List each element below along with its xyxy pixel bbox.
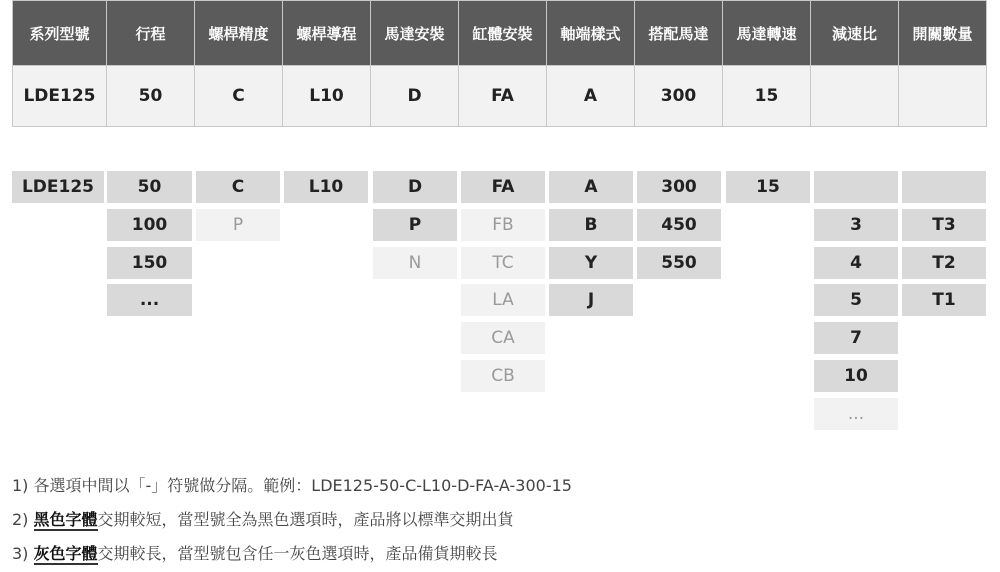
value-switch-quantity [899,66,987,127]
option-cell: L10 [284,171,368,203]
value-screw-lead: L10 [283,66,371,127]
option-cell: CA [461,322,545,354]
value-screw-precision: C [195,66,283,127]
option-cell: B [549,209,633,241]
value-cylinder-mount: FA [459,66,547,127]
spec-value-row [13,66,987,127]
option-cell: ... [107,284,192,316]
value-motor-mount: D [371,66,459,127]
option-cell: 100 [107,209,192,241]
note-2-text: 交期較短，當型號全為黑色選項時，產品將以標準交期出貨 [97,510,514,529]
option-cell: CB [461,360,545,392]
header-stroke: 行程 [107,1,195,66]
option-cell: P [373,209,457,241]
option-cell: N [373,247,457,279]
option-cell: TC [461,247,545,279]
option-cell: 7 [814,322,898,354]
option-cell: 550 [637,247,721,279]
header-matching-motor: 搭配馬達 [635,1,723,66]
note-gray-font-label: 灰色字體 [33,544,98,563]
option-cell: P [196,209,280,241]
spec-header-row [13,1,987,66]
header-shaft-end-style: 軸端樣式 [547,1,635,66]
option-cell: LDE125 [12,171,104,203]
option-cell: 50 [107,171,192,203]
note-gray-options [12,538,572,572]
header-switch-quantity: 開關數量 [899,1,987,66]
option-cell: 450 [637,209,721,241]
option-cell: A [549,171,633,203]
option-cell [902,171,986,203]
option-cell: T3 [902,209,986,241]
option-cell: Y [549,247,633,279]
spec-table [12,0,987,127]
option-cell: 15 [726,171,810,203]
option-cell: C [196,171,280,203]
header-reduction-ratio: 減速比 [811,1,899,66]
note-black-font-label: 黑色字體 [33,510,98,529]
note-3-number: 3) [12,544,34,563]
header-screw-lead: 螺桿導程 [283,1,371,66]
header-motor-mount: 馬達安裝 [371,1,459,66]
value-series-model: LDE125 [13,66,107,127]
option-cell: LA [461,284,545,316]
option-cell: T2 [902,247,986,279]
option-cell: 10 [814,360,898,392]
header-series-model: 系列型號 [13,1,107,66]
notes [12,470,572,572]
option-cell: D [373,171,457,203]
option-cell: J [549,284,633,316]
value-shaft-end-style: A [547,66,635,127]
note-3-text: 交期較長，當型號包含任一灰色選項時，產品備貨期較長 [97,544,498,563]
note-separator: 1) 各選項中間以「-」符號做分隔。範例：LDE125-50-C-L10-D-FA-A-300-15 [12,476,572,495]
value-matching-motor: 300 [635,66,723,127]
option-cell: FA [461,171,545,203]
option-cell: 3 [814,209,898,241]
note-black-options [12,504,572,538]
option-cell: FB [461,209,545,241]
option-cell: 150 [107,247,192,279]
header-motor-speed: 馬達轉速 [723,1,811,66]
value-motor-speed: 15 [723,66,811,127]
note-2-number: 2) [12,510,34,529]
header-screw-precision: 螺桿精度 [195,1,283,66]
option-cell [814,171,898,203]
header-cylinder-mount: 缸體安裝 [459,1,547,66]
value-reduction-ratio [811,66,899,127]
option-cell: 300 [637,171,721,203]
option-cell: T1 [902,284,986,316]
value-stroke: 50 [107,66,195,127]
option-cell: ... [814,398,898,430]
option-cell: 5 [814,284,898,316]
option-cell: 4 [814,247,898,279]
